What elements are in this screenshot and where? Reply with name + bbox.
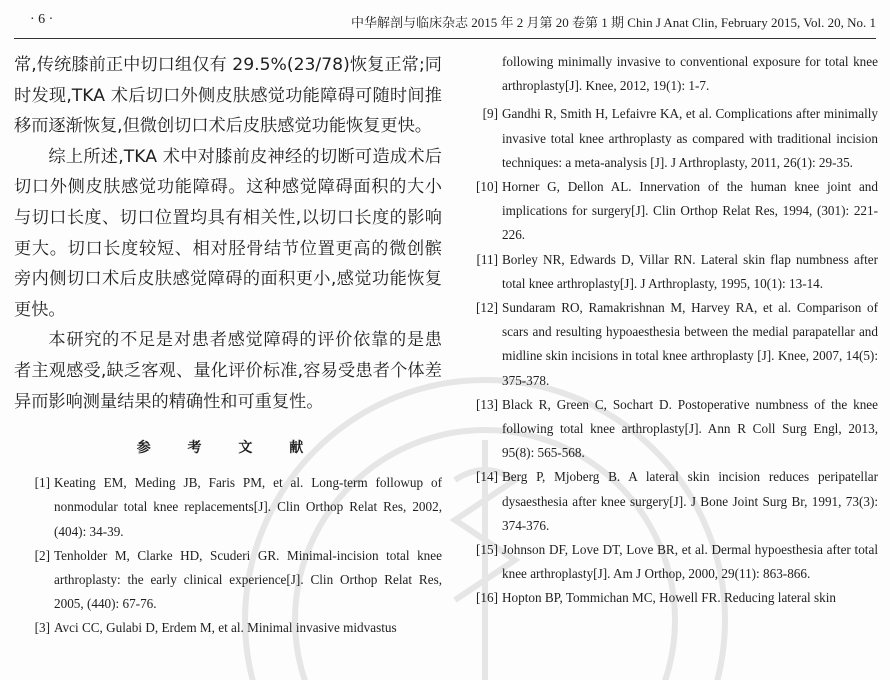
reference-item [462, 296, 878, 393]
left-column [14, 50, 442, 641]
reference-text: Tenholder M, Clarke HD, Scuderi GR. Minimal-incision total knee arthroplasty: the early clinical experience[J]. Clin Orthop Relat Res, 2005, (440): 67-76. [54, 547, 442, 612]
reference-number: [11] [476, 251, 498, 267]
reference-item [462, 586, 878, 610]
reference-text: Hopton BP, Tommichan MC, Howell FR. Reducing lateral skin [502, 590, 836, 606]
reference-number: [9] [482, 106, 498, 122]
reference-number: [13] [476, 396, 498, 412]
reference-number: [16] [476, 590, 498, 606]
reference-item [14, 616, 442, 640]
reference-item [462, 248, 878, 296]
reference-text: Keating EM, Meding JB, Faris PM, et al. Long-term followup of nonmodular total knee replacements[J]. Clin Orthop Relat Res, 2002, (404): 34-39. [54, 475, 442, 539]
reference-text: Borley NR, Edwards D, Villar RN. Lateral skin flap numbness after total knee arthroplasty[J]. J Arthroplasty, 1995, 10(1): 13-14. [502, 251, 878, 291]
reference-text: Horner G, Dellon AL. Innervation of the human knee joint and implications for surgery[J]. Clin Orthop Relat Res, 1994, (301): 221-226. [502, 179, 878, 243]
body-paragraph: 常,传统膝前正中切口组仅有 29.5%(23/78)恢复正常;同时发现,TKA 术后切口外侧皮肤感觉功能障碍可随时间推移而逐渐恢复,但微创切口术后皮肤感觉功能恢复更快。 [14, 55, 442, 137]
reference-item [462, 393, 878, 466]
reference-text: Black R, Green C, Sochart D. Postoperative numbness of the knee following total knee arthroplasty[J]. Ann R Coll Surg Engl, 2013, 95(8): 565-568. [502, 396, 878, 461]
reference-item [462, 175, 878, 248]
reference-text: Johnson DF, Love DT, Love BR, et al. Dermal hypoesthesia after total knee arthroplasty[J]. Am J Orthop, 2000, 29(11): 863-866. [502, 542, 878, 582]
header-rule [14, 38, 876, 39]
journal-citation-line: 中华解剖与临床杂志 2015 年 2 月第 20 卷第 1 期 Chin J Anat Clin, February 2015, Vol. 20, No. 1 [351, 15, 876, 30]
reference-number: [12] [476, 300, 498, 316]
reference-number: [14] [476, 469, 498, 485]
body-paragraph: 综上所述,TKA 术中对膝前皮神经的切断可造成术后切口外侧皮肤感觉功能障碍。这种感觉障碍面积的大小与切口长度、切口位置均具有相关性,以切口长度的影响更大。切口长度较短、相对胫骨结节位置更高的微创髌旁内侧切口术后皮肤感觉障碍的面积更小,感觉功能恢复更快。 [14, 146, 442, 320]
references-heading: 参 考 文 献 [136, 440, 320, 457]
reference-item [462, 538, 878, 586]
page-number: · 6 · [30, 12, 54, 27]
body-paragraph: 本研究的不足是对患者感觉障碍的评价依靠的是患者主观感受,缺乏客观、量化评价标准,容易受患者个体差异而影响测量结果的精确性和可重复性。 [14, 330, 442, 412]
reference-number: [2] [34, 547, 50, 563]
reference-text: Avci CC, Gulabi D, Erdem M, et al. Minimal invasive midvastus [54, 620, 397, 636]
reference-number: [1] [34, 475, 50, 491]
reference-number: [10] [476, 179, 498, 195]
reference-item [462, 102, 878, 175]
reference-item [462, 465, 878, 538]
reference-number: [3] [34, 620, 50, 636]
page-header [0, 0, 890, 44]
reference-text: Gandhi R, Smith H, Lefaivre KA, et al. Complications after minimally invasive total knee arthroplasty as compared with traditional incision techniques: a meta-analysis [J]. J Arthroplasty, 2011, 26(1): 29-35. [502, 106, 878, 170]
reference-item [14, 544, 442, 617]
reference-item [14, 471, 442, 544]
reference-text: Berg P, Mjoberg B. A lateral skin incision reduces peripatellar dysaesthesia after knee surgery[J]. J Bone Joint Surg Br, 1991, 73(3): 374-376. [502, 469, 878, 533]
reference-continuation: following minimally invasive to conventional exposure for total knee arthroplasty[J]. Knee, 2012, 19(1): 1-7. [502, 54, 878, 94]
reference-text: Sundaram RO, Ramakrishnan M, Harvey RA, et al. Comparison of scars and resulting hypoaesthesia between the medial parapatellar and midline skin incisions in total knee arthroplasty [J]. Knee, 2007, 14(5): 375-378. [502, 300, 878, 388]
right-column [462, 50, 878, 611]
reference-number: [15] [476, 542, 498, 558]
